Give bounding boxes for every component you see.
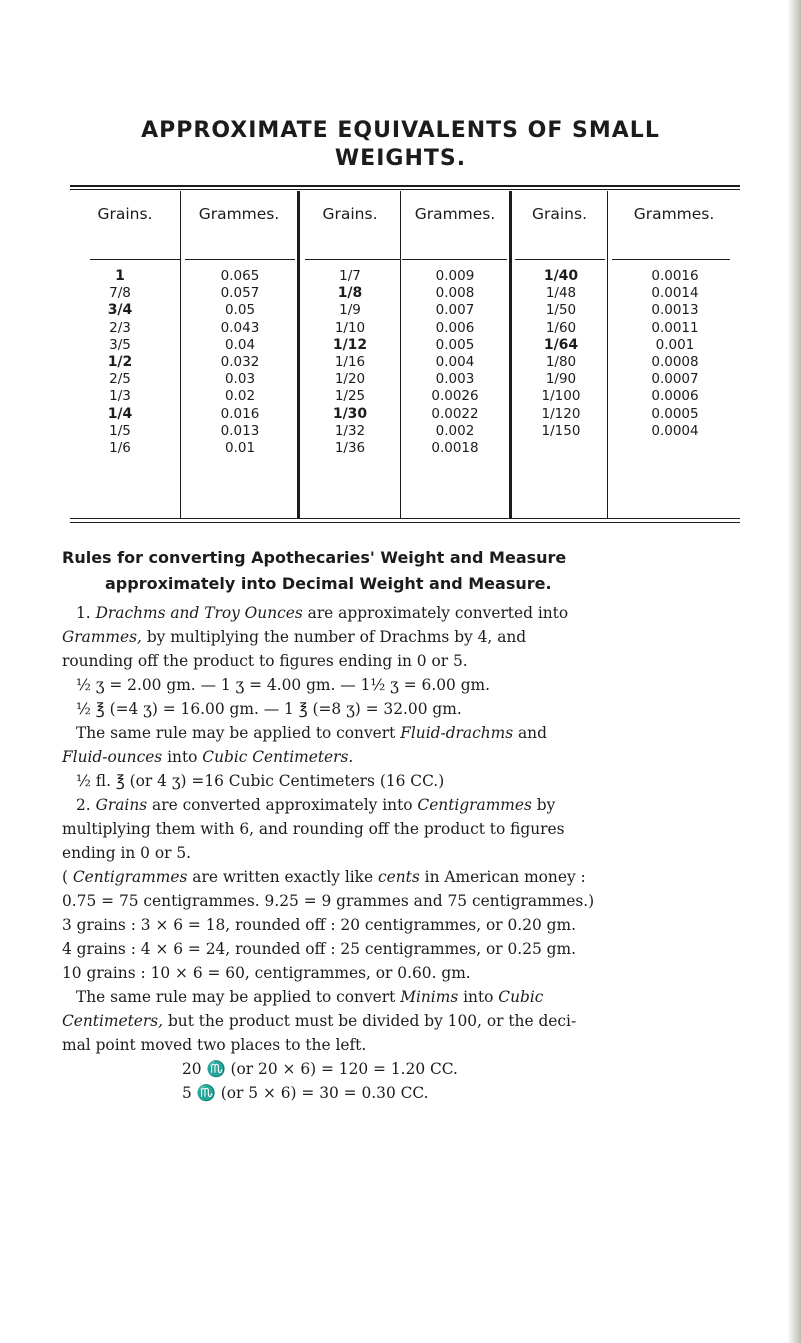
table-cell: 0.009 xyxy=(435,268,475,284)
page-title-continued: WEIGHTS. xyxy=(334,146,467,171)
table-cell: 0.057 xyxy=(220,285,260,302)
term-centigrammes: Centigrammes xyxy=(72,868,188,886)
same-rule-fluid-line-1 xyxy=(76,724,547,742)
calc-3-grains: 3 grains : 3 × 6 = 18, rounded off : 20 centigrammes, or 0.20 gm. xyxy=(62,916,577,934)
term-cubic: Cubic xyxy=(498,988,544,1006)
example-drachms: ½ ʒ = 2.00 gm. — 1 ʒ = 4.00 gm. — 1½ ʒ = 6.00 gm. xyxy=(76,676,491,694)
table-column-grammes-2 xyxy=(410,268,500,457)
rule-text: The same rule may be applied to convert xyxy=(76,988,401,1006)
table-cell: 1/20 xyxy=(334,371,366,388)
table-cell: 1/10 xyxy=(334,319,366,336)
same-rule-minims-line-1 xyxy=(76,988,543,1006)
table-cell: 0.0018 xyxy=(431,439,479,456)
table-cell: 0.013 xyxy=(220,422,260,439)
col-header-grammes: Grammes. xyxy=(414,205,496,223)
table-cell: 1/40 xyxy=(543,268,579,284)
table-cell: 2/5 xyxy=(109,371,131,388)
rule-1-line-3: rounding off the product to figures ending in 0 or 5. xyxy=(62,652,468,670)
table-cell: 1/90 xyxy=(545,371,577,388)
table-cell: 1/8 xyxy=(337,285,363,302)
centigrammes-note-line-1 xyxy=(62,868,586,886)
table-cell: 1/50 xyxy=(545,302,577,319)
rule-2-line-2: multiplying them with 6, and rounding off the product to figures xyxy=(62,820,565,838)
table-cell: 1/12 xyxy=(332,336,368,353)
column-divider xyxy=(180,191,181,519)
table-cell: 1/60 xyxy=(545,319,577,336)
rule-text: but the product must be divided by 100, or the deci- xyxy=(163,1012,577,1030)
table-cell: 1/7 xyxy=(339,268,361,284)
same-rule-minims-line-3: mal point moved two places to the left. xyxy=(62,1036,367,1054)
table-column-grammes-3 xyxy=(625,268,725,440)
rule-text: into xyxy=(162,748,203,766)
table-cell: 0.032 xyxy=(220,353,260,370)
table-column-grains-2 xyxy=(305,268,395,457)
table-cell: 1/32 xyxy=(334,422,366,439)
column-divider xyxy=(400,191,401,519)
table-cell: 0.0013 xyxy=(651,302,699,319)
table-column-grains-1 xyxy=(75,268,165,457)
table-cell: 0.043 xyxy=(220,319,260,336)
header-underline xyxy=(515,259,605,260)
rule-text: are approximately converted into xyxy=(302,604,569,622)
term-cubic-centimeters: Cubic Centimeters. xyxy=(202,748,354,766)
table-cell: 1/4 xyxy=(107,405,133,422)
table-cell: 0.0005 xyxy=(651,405,699,422)
table-cell: 1/150 xyxy=(541,422,581,439)
table-bottom-rule-thin xyxy=(70,522,740,523)
example-20-minims: 20 ♏ (or 20 × 6) = 120 = 1.20 CC. xyxy=(182,1060,458,1078)
rule-text: by xyxy=(531,796,556,814)
table-cell: 0.006 xyxy=(435,319,475,336)
table-cell: 0.007 xyxy=(435,302,475,319)
table-cell: 0.0014 xyxy=(651,285,699,302)
rule-text: in American money : xyxy=(419,868,586,886)
same-rule-minims-line-2 xyxy=(62,1012,576,1030)
table-cell: 0.003 xyxy=(435,371,475,388)
rule-text: ( xyxy=(62,868,73,886)
table-cell: 1/48 xyxy=(545,285,577,302)
table-cell: 0.016 xyxy=(220,405,260,422)
table-cell: 0.004 xyxy=(435,353,475,370)
col-header-grammes: Grammes. xyxy=(198,205,280,223)
table-cell: 3/4 xyxy=(107,302,133,319)
table-cell: 1/3 xyxy=(109,388,131,405)
term-grammes: Grammes, xyxy=(62,628,142,646)
table-cell: 1 xyxy=(115,268,125,284)
header-underline xyxy=(90,259,180,260)
header-underline xyxy=(612,259,730,260)
table-cell: 1/16 xyxy=(334,353,366,370)
rule-text: into xyxy=(458,988,499,1006)
table-cell: 1/25 xyxy=(334,388,366,405)
table-cell: 0.0004 xyxy=(651,422,699,439)
table-bottom-rule xyxy=(70,518,740,519)
rule-number: 1. xyxy=(76,604,96,622)
column-divider-bold xyxy=(297,191,300,519)
rule-text: and xyxy=(513,724,547,742)
table-column-grammes-1 xyxy=(195,268,285,457)
calc-4-grains: 4 grains : 4 × 6 = 24, rounded off : 25 centigrammes, or 0.25 gm. xyxy=(62,940,577,958)
table-cell: 0.005 xyxy=(435,336,475,353)
term-drachms-troy-ounces: Drachms and Troy Ounces xyxy=(95,604,303,622)
term-fluid-drachms: Fluid-drachms xyxy=(400,724,514,742)
term-centimeters: Centimeters, xyxy=(62,1012,164,1030)
term-fluid-ounces: Fluid-ounces xyxy=(62,748,163,766)
calc-10-grains: 10 grains : 10 × 6 = 60, centigrammes, or 0.60. gm. xyxy=(62,964,471,982)
table-cell: 1/100 xyxy=(541,388,581,405)
column-divider xyxy=(607,191,608,519)
rule-number: 2. xyxy=(76,796,96,814)
table-cell: 1/36 xyxy=(334,439,366,456)
table-top-rule xyxy=(70,185,740,187)
rule-2-line-1 xyxy=(76,796,555,814)
table-cell: 1/30 xyxy=(332,405,368,422)
table-cell: 0.02 xyxy=(224,388,256,405)
table-cell: 0.002 xyxy=(435,422,475,439)
table-cell: 1/5 xyxy=(109,422,131,439)
col-header-grains: Grains. xyxy=(322,205,378,223)
header-underline xyxy=(305,259,400,260)
table-top-rule-thin xyxy=(70,189,740,190)
rule-text: by multiplying the number of Drachms by 4, and xyxy=(141,628,527,646)
table-cell: 0.001 xyxy=(655,336,695,353)
table-cell: 0.04 xyxy=(224,336,256,353)
column-divider-bold xyxy=(509,191,512,519)
col-header-grains: Grains. xyxy=(531,205,587,223)
table-cell: 0.0022 xyxy=(431,405,479,422)
header-underline xyxy=(185,259,295,260)
table-cell: 3/5 xyxy=(109,336,131,353)
term-cents: cents xyxy=(378,868,420,886)
example-fluid-ounce: ½ fl. ℥ (or 4 ʒ) =16 Cubic Centimeters (16 CC.) xyxy=(76,772,445,790)
centigrammes-note-line-2: 0.75 = 75 centigrammes. 9.25 = 9 grammes and 75 centigrammes.) xyxy=(62,892,595,910)
example-5-minims: 5 ♏ (or 5 × 6) = 30 = 0.30 CC. xyxy=(182,1084,429,1102)
col-header-grammes: Grammes. xyxy=(633,205,715,223)
table-cell: 1/64 xyxy=(543,336,579,353)
rule-text: are written exactly like xyxy=(187,868,379,886)
rules-heading: Rules for converting Apothecaries' Weight and Measure xyxy=(62,548,567,567)
rule-text: are converted approximately into xyxy=(147,796,418,814)
term-grains: Grains xyxy=(95,796,148,814)
rule-1-line-1 xyxy=(76,604,568,622)
table-cell: 1/2 xyxy=(107,353,133,370)
table-cell: 7/8 xyxy=(109,285,131,302)
term-minims: Minims xyxy=(400,988,459,1006)
table-cell: 0.03 xyxy=(224,371,256,388)
table-cell: 0.065 xyxy=(220,268,260,284)
table-cell: 0.0007 xyxy=(651,371,699,388)
table-column-grains-3 xyxy=(516,268,606,440)
table-cell: 1/9 xyxy=(339,302,361,319)
table-cell: 0.0011 xyxy=(651,319,699,336)
table-cell: 1/6 xyxy=(109,439,131,456)
table-cell: 1/80 xyxy=(545,353,577,370)
table-cell: 1/120 xyxy=(541,405,581,422)
term-centigrammes: Centigrammes xyxy=(417,796,532,814)
table-cell: 0.0008 xyxy=(651,353,699,370)
table-cell: 0.0016 xyxy=(651,268,699,284)
rule-text: The same rule may be applied to convert xyxy=(76,724,401,742)
rule-1-line-2 xyxy=(62,628,526,646)
table-cell: 0.01 xyxy=(224,439,256,456)
page-title: APPROXIMATE EQUIVALENTS OF SMALL xyxy=(141,118,660,143)
rules-heading-continued: approximately into Decimal Weight and Measure. xyxy=(105,574,552,593)
table-cell: 0.008 xyxy=(435,285,475,302)
table-cell: 0.05 xyxy=(224,302,256,319)
col-header-grains: Grains. xyxy=(97,205,153,223)
rule-2-line-3: ending in 0 or 5. xyxy=(62,844,192,862)
table-cell: 0.0026 xyxy=(431,388,479,405)
page-edge-shadow xyxy=(787,0,801,1343)
example-ounces: ½ ℥ (=4 ʒ) = 16.00 gm. — 1 ℥ (=8 ʒ) = 32.00 gm. xyxy=(76,700,462,718)
table-cell: 0.0006 xyxy=(651,388,699,405)
header-underline xyxy=(402,259,507,260)
table-cell: 2/3 xyxy=(109,319,131,336)
same-rule-fluid-line-2 xyxy=(62,748,353,766)
